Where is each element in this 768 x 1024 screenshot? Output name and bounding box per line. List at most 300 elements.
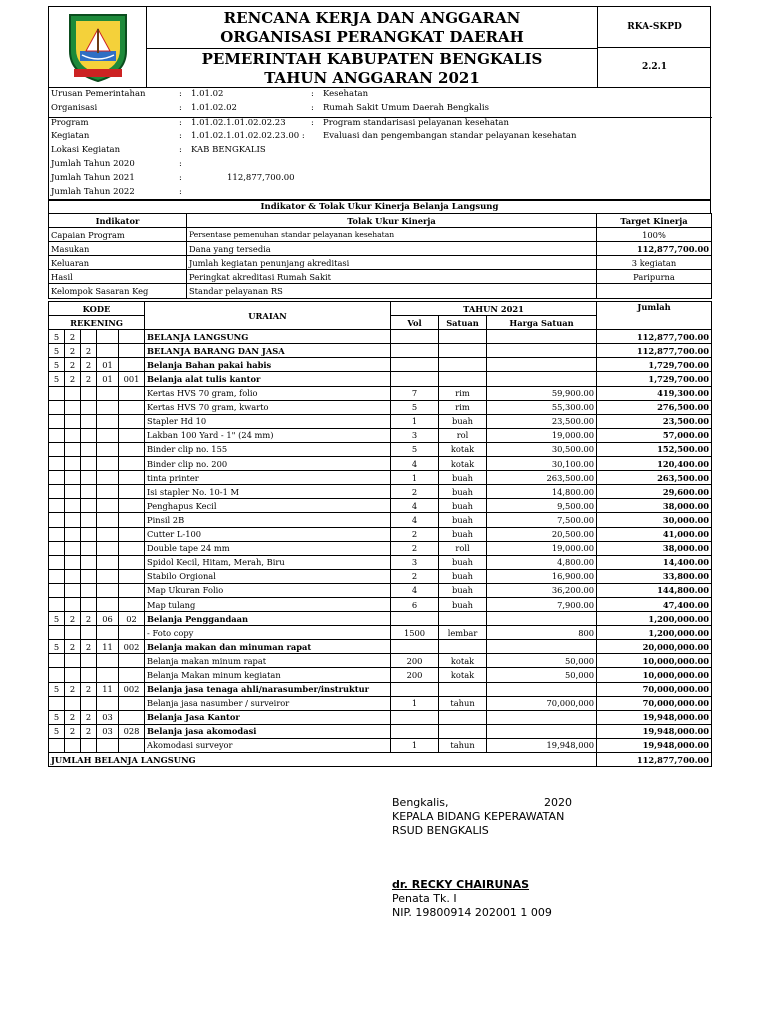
satuan-cell: buah bbox=[439, 583, 487, 597]
jumlah-cell: 33,800.00 bbox=[597, 569, 712, 583]
info-row: Jumlah Tahun 2021 : 112,877,700.00 bbox=[51, 173, 295, 183]
kode-cell bbox=[49, 442, 65, 456]
table-row bbox=[49, 555, 712, 569]
kode-cell bbox=[81, 499, 97, 513]
kode-cell: 002 bbox=[119, 640, 145, 654]
jumlah-cell: 419,300.00 bbox=[597, 386, 712, 400]
kode-cell bbox=[119, 569, 145, 583]
kode-cell bbox=[49, 738, 65, 752]
vol-cell bbox=[391, 640, 439, 654]
kode-cell bbox=[49, 471, 65, 485]
satuan-cell: rim bbox=[439, 386, 487, 400]
table-header-row bbox=[49, 302, 712, 316]
kode-cell: 2 bbox=[65, 640, 81, 654]
satuan-cell: rol bbox=[439, 428, 487, 442]
uraian-cell: Kertas HVS 70 gram, kwarto bbox=[145, 400, 391, 414]
kode-cell: 5 bbox=[49, 640, 65, 654]
header-title-line2: ORGANISASI PERANGKAT DAERAH bbox=[220, 28, 524, 46]
kode-cell bbox=[119, 414, 145, 428]
kode-cell bbox=[119, 358, 145, 372]
kode-cell bbox=[65, 442, 81, 456]
signature-year: 2020 bbox=[544, 796, 572, 809]
signature-name: dr. RECKY CHAIRUNAS bbox=[392, 878, 530, 891]
info-row: Kegiatan : 1.01.02.1.01.02.02.23.00 : Evaluasi dan pengembangan standar pelayanan kesehatan bbox=[51, 131, 577, 141]
jumlah-cell: 152,500.00 bbox=[597, 442, 712, 456]
kode-cell bbox=[65, 583, 81, 597]
kode-cell bbox=[119, 400, 145, 414]
signature-org: RSUD BENGKALIS bbox=[392, 824, 489, 837]
jumlah-cell: 276,500.00 bbox=[597, 400, 712, 414]
satuan-cell bbox=[439, 372, 487, 386]
kinerja-header-row bbox=[49, 214, 712, 228]
jumlah-cell: 19,948,000.00 bbox=[597, 710, 712, 724]
harga-cell bbox=[487, 344, 597, 358]
kode-cell bbox=[65, 499, 81, 513]
kode-cell: 2 bbox=[81, 710, 97, 724]
kode-cell bbox=[97, 344, 119, 358]
uraian-cell: Lakban 100 Yard - 1" (24 mm) bbox=[145, 428, 391, 442]
kode-cell bbox=[119, 485, 145, 499]
satuan-cell: buah bbox=[439, 499, 487, 513]
kode-cell bbox=[65, 414, 81, 428]
satuan-cell bbox=[439, 724, 487, 738]
vol-cell: 200 bbox=[391, 654, 439, 668]
kode-cell: 2 bbox=[81, 344, 97, 358]
kode-cell bbox=[81, 569, 97, 583]
vol-cell: 4 bbox=[391, 499, 439, 513]
kode-cell bbox=[119, 738, 145, 752]
kinerja-row: Masukan Dana yang tersedia 112,877,700.00 bbox=[49, 242, 712, 256]
kode-cell bbox=[65, 738, 81, 752]
harga-cell bbox=[487, 612, 597, 626]
harga-cell: 20,500.00 bbox=[487, 527, 597, 541]
kode-cell bbox=[49, 386, 65, 400]
vol-cell bbox=[391, 710, 439, 724]
uraian-cell: Belanja Penggandaan bbox=[145, 612, 391, 626]
jumlah-cell: 20,000,000.00 bbox=[597, 640, 712, 654]
jumlah-cell: 14,400.00 bbox=[597, 555, 712, 569]
table-row bbox=[49, 457, 712, 471]
uraian-cell: - Foto copy bbox=[145, 626, 391, 640]
kode-cell bbox=[97, 428, 119, 442]
kode-cell bbox=[65, 569, 81, 583]
uraian-cell: Spidol Kecil, Hitam, Merah, Biru bbox=[145, 555, 391, 569]
kode-cell bbox=[97, 457, 119, 471]
kode-cell: 5 bbox=[49, 612, 65, 626]
table-row bbox=[49, 654, 712, 668]
kode-cell bbox=[97, 654, 119, 668]
table-row bbox=[49, 513, 712, 527]
kode-cell bbox=[119, 527, 145, 541]
kode-cell bbox=[97, 414, 119, 428]
harga-cell: 30,100.00 bbox=[487, 457, 597, 471]
kode-cell bbox=[65, 513, 81, 527]
kode-cell: 01 bbox=[97, 358, 119, 372]
uraian-cell: Belanja makan dan minuman rapat bbox=[145, 640, 391, 654]
vol-cell: 4 bbox=[391, 457, 439, 471]
vol-cell: 1 bbox=[391, 738, 439, 752]
kode-cell: 5 bbox=[49, 358, 65, 372]
harga-cell bbox=[487, 724, 597, 738]
harga-cell: 7,900.00 bbox=[487, 597, 597, 611]
kode-cell: 03 bbox=[97, 724, 119, 738]
jumlah-cell: 29,600.00 bbox=[597, 485, 712, 499]
kode-cell: 01 bbox=[97, 372, 119, 386]
info-row: Urusan Pemerintahan : 1.01.02 : Kesehatan bbox=[51, 89, 369, 99]
uraian-cell: Belanja jasa nasumber / surveiror bbox=[145, 696, 391, 710]
kode-cell bbox=[49, 668, 65, 682]
vol-cell: 5 bbox=[391, 442, 439, 456]
satuan-cell: kotak bbox=[439, 457, 487, 471]
jumlah-cell: 120,400.00 bbox=[597, 457, 712, 471]
info-row: Jumlah Tahun 2020 : bbox=[51, 159, 182, 169]
col-indikator: Indikator bbox=[49, 214, 187, 228]
vol-cell bbox=[391, 724, 439, 738]
satuan-cell: rim bbox=[439, 400, 487, 414]
satuan-cell: tahun bbox=[439, 696, 487, 710]
vol-cell: 4 bbox=[391, 583, 439, 597]
harga-cell: 36,200.00 bbox=[487, 583, 597, 597]
table-row bbox=[49, 527, 712, 541]
uraian-cell: Stabilo Orgional bbox=[145, 569, 391, 583]
satuan-cell: kotak bbox=[439, 654, 487, 668]
table-row bbox=[49, 626, 712, 640]
col-vol: Vol bbox=[391, 316, 439, 330]
table-row bbox=[49, 358, 712, 372]
uraian-cell: Pinsil 2B bbox=[145, 513, 391, 527]
kode-cell bbox=[81, 626, 97, 640]
kode-cell bbox=[49, 499, 65, 513]
jumlah-cell: 1,200,000.00 bbox=[597, 612, 712, 626]
document-header bbox=[48, 6, 711, 88]
kinerja-row: Hasil Peringkat akreditasi Rumah Sakit Paripurna bbox=[49, 270, 712, 284]
kode-cell: 2 bbox=[65, 612, 81, 626]
vol-cell bbox=[391, 330, 439, 344]
kode-cell bbox=[119, 710, 145, 724]
vol-cell: 7 bbox=[391, 386, 439, 400]
satuan-cell bbox=[439, 612, 487, 626]
kode-cell bbox=[119, 696, 145, 710]
kode-cell bbox=[65, 400, 81, 414]
table-row bbox=[49, 400, 712, 414]
jumlah-cell: 112,877,700.00 bbox=[597, 344, 712, 358]
table-row bbox=[49, 485, 712, 499]
kode-cell bbox=[81, 668, 97, 682]
form-number: 2.2.1 bbox=[597, 48, 711, 87]
uraian-cell: Map tulang bbox=[145, 597, 391, 611]
satuan-cell: buah bbox=[439, 597, 487, 611]
kode-cell bbox=[49, 654, 65, 668]
table-row bbox=[49, 696, 712, 710]
kode-cell bbox=[81, 583, 97, 597]
harga-cell: 263,500.00 bbox=[487, 471, 597, 485]
kode-cell bbox=[97, 513, 119, 527]
kode-cell bbox=[119, 626, 145, 640]
signature-role: KEPALA BIDANG KEPERAWATAN bbox=[392, 810, 565, 823]
uraian-cell: Belanja Jasa Kantor bbox=[145, 710, 391, 724]
harga-cell: 800 bbox=[487, 626, 597, 640]
kode-cell bbox=[81, 386, 97, 400]
program-info bbox=[48, 88, 711, 200]
kode-cell: 2 bbox=[65, 710, 81, 724]
kode-cell: 2 bbox=[81, 724, 97, 738]
kode-cell: 11 bbox=[97, 682, 119, 696]
kode-cell bbox=[81, 485, 97, 499]
table-row bbox=[49, 612, 712, 626]
table-row bbox=[49, 640, 712, 654]
uraian-cell: Double tape 24 mm bbox=[145, 541, 391, 555]
jumlah-cell: 144,800.00 bbox=[597, 583, 712, 597]
kode-cell bbox=[119, 668, 145, 682]
kode-cell: 5 bbox=[49, 330, 65, 344]
kode-cell bbox=[81, 555, 97, 569]
uraian-cell: Penghapus Kecil bbox=[145, 499, 391, 513]
col-tahun: TAHUN 2021 bbox=[391, 302, 597, 316]
kode-cell bbox=[119, 386, 145, 400]
col-rekening: REKENING bbox=[49, 316, 145, 330]
vol-cell: 3 bbox=[391, 428, 439, 442]
kode-cell bbox=[65, 654, 81, 668]
signature-rank: Penata Tk. I bbox=[392, 892, 457, 905]
kode-cell bbox=[97, 541, 119, 555]
kode-cell bbox=[119, 457, 145, 471]
uraian-cell: Cutter L-100 bbox=[145, 527, 391, 541]
kode-cell bbox=[49, 626, 65, 640]
satuan-cell: buah bbox=[439, 513, 487, 527]
satuan-cell: buah bbox=[439, 414, 487, 428]
table-row bbox=[49, 569, 712, 583]
vol-cell: 1 bbox=[391, 471, 439, 485]
kode-cell bbox=[65, 696, 81, 710]
uraian-cell: BELANJA LANGSUNG bbox=[145, 330, 391, 344]
harga-cell: 70,000,000 bbox=[487, 696, 597, 710]
kode-cell bbox=[65, 428, 81, 442]
kode-cell: 2 bbox=[65, 358, 81, 372]
kode-cell: 001 bbox=[119, 372, 145, 386]
harga-cell: 19,000.00 bbox=[487, 428, 597, 442]
kode-cell bbox=[49, 513, 65, 527]
satuan-cell: lembar bbox=[439, 626, 487, 640]
info-row: Lokasi Kegiatan : KAB BENGKALIS bbox=[51, 145, 266, 155]
kode-cell bbox=[119, 471, 145, 485]
vol-cell bbox=[391, 612, 439, 626]
kode-cell: 5 bbox=[49, 344, 65, 358]
table-row bbox=[49, 428, 712, 442]
kode-cell: 06 bbox=[97, 612, 119, 626]
vol-cell: 5 bbox=[391, 400, 439, 414]
harga-cell bbox=[487, 358, 597, 372]
table-row bbox=[49, 414, 712, 428]
uraian-cell: Belanja Makan minum kegiatan bbox=[145, 668, 391, 682]
harga-cell: 19,000.00 bbox=[487, 541, 597, 555]
harga-cell: 30,500.00 bbox=[487, 442, 597, 456]
kode-cell: 02 bbox=[119, 612, 145, 626]
jumlah-cell: 1,729,700.00 bbox=[597, 358, 712, 372]
kode-cell bbox=[119, 499, 145, 513]
col-target: Target Kinerja bbox=[597, 214, 712, 228]
kinerja-table bbox=[48, 213, 712, 299]
vol-cell: 2 bbox=[391, 527, 439, 541]
kode-cell bbox=[65, 597, 81, 611]
kode-cell bbox=[97, 499, 119, 513]
satuan-cell bbox=[439, 330, 487, 344]
kode-cell bbox=[97, 696, 119, 710]
kode-cell bbox=[65, 457, 81, 471]
kode-cell: 2 bbox=[81, 612, 97, 626]
satuan-cell: buah bbox=[439, 471, 487, 485]
harga-cell: 55,300.00 bbox=[487, 400, 597, 414]
jumlah-cell: 10,000,000.00 bbox=[597, 668, 712, 682]
kode-cell bbox=[97, 485, 119, 499]
kode-cell bbox=[81, 330, 97, 344]
harga-cell: 23,500.00 bbox=[487, 414, 597, 428]
kode-cell bbox=[65, 527, 81, 541]
jumlah-cell: 19,948,000.00 bbox=[597, 724, 712, 738]
kode-cell bbox=[65, 386, 81, 400]
table-row bbox=[49, 724, 712, 738]
table-row bbox=[49, 330, 712, 344]
uraian-cell: BELANJA BARANG DAN JASA bbox=[145, 344, 391, 358]
harga-cell: 16,900.00 bbox=[487, 569, 597, 583]
kode-cell: 11 bbox=[97, 640, 119, 654]
kode-cell bbox=[81, 654, 97, 668]
kode-cell bbox=[81, 513, 97, 527]
kinerja-row: Keluaran Jumlah kegiatan penunjang akreditasi 3 kegiatan bbox=[49, 256, 712, 270]
kode-cell bbox=[97, 738, 119, 752]
form-code: RKA-SKPD bbox=[597, 7, 711, 48]
table-row bbox=[49, 372, 712, 386]
satuan-cell bbox=[439, 682, 487, 696]
kode-cell bbox=[81, 442, 97, 456]
kode-cell bbox=[81, 457, 97, 471]
kode-cell bbox=[49, 555, 65, 569]
kode-cell bbox=[97, 626, 119, 640]
kode-cell bbox=[81, 738, 97, 752]
info-row: Jumlah Tahun 2022 : bbox=[51, 187, 182, 197]
satuan-cell: buah bbox=[439, 485, 487, 499]
kode-cell bbox=[119, 654, 145, 668]
total-row bbox=[49, 753, 712, 767]
jumlah-cell: 1,729,700.00 bbox=[597, 372, 712, 386]
uraian-cell: Belanja jasa akomodasi bbox=[145, 724, 391, 738]
table-row bbox=[49, 597, 712, 611]
uraian-cell: Akomodasi surveyor bbox=[145, 738, 391, 752]
kode-cell bbox=[65, 471, 81, 485]
kode-cell: 2 bbox=[81, 372, 97, 386]
table-row bbox=[49, 386, 712, 400]
uraian-cell: Stapler Hd 10 bbox=[145, 414, 391, 428]
satuan-cell bbox=[439, 640, 487, 654]
harga-cell: 7,500.00 bbox=[487, 513, 597, 527]
vol-cell: 6 bbox=[391, 597, 439, 611]
signature-place: Bengkalis, 2020 bbox=[392, 796, 572, 809]
kode-cell: 5 bbox=[49, 682, 65, 696]
harga-cell bbox=[487, 640, 597, 654]
satuan-cell: buah bbox=[439, 569, 487, 583]
regency-logo bbox=[49, 7, 147, 87]
kode-cell: 5 bbox=[49, 724, 65, 738]
table-row bbox=[49, 499, 712, 513]
satuan-cell: buah bbox=[439, 555, 487, 569]
harga-cell bbox=[487, 330, 597, 344]
jumlah-cell: 10,000,000.00 bbox=[597, 654, 712, 668]
kode-cell bbox=[49, 696, 65, 710]
kode-cell bbox=[119, 330, 145, 344]
kode-cell bbox=[49, 569, 65, 583]
satuan-cell: kotak bbox=[439, 442, 487, 456]
table-row bbox=[49, 541, 712, 555]
kode-cell bbox=[119, 583, 145, 597]
uraian-cell: Kertas HVS 70 gram, folio bbox=[145, 386, 391, 400]
kinerja-row: Capaian Program Persentase pemenuhan standar pelayanan kesehatan 100% bbox=[49, 228, 712, 242]
kode-cell bbox=[119, 555, 145, 569]
kode-cell bbox=[49, 414, 65, 428]
uraian-cell: Belanja alat tulis kantor bbox=[145, 372, 391, 386]
kode-cell bbox=[119, 541, 145, 555]
kode-cell: 5 bbox=[49, 710, 65, 724]
harga-cell bbox=[487, 710, 597, 724]
vol-cell bbox=[391, 372, 439, 386]
table-row bbox=[49, 710, 712, 724]
kode-cell bbox=[97, 668, 119, 682]
kode-cell: 028 bbox=[119, 724, 145, 738]
bengkalis-emblem-icon bbox=[66, 11, 130, 83]
kode-cell bbox=[65, 485, 81, 499]
kode-cell bbox=[119, 428, 145, 442]
kode-cell bbox=[97, 400, 119, 414]
uraian-cell: Belanja Bahan pakai habis bbox=[145, 358, 391, 372]
budget-table bbox=[48, 301, 712, 767]
total-value: 112,877,700.00 bbox=[597, 753, 712, 767]
kode-cell: 2 bbox=[81, 358, 97, 372]
vol-cell: 1 bbox=[391, 696, 439, 710]
jumlah-cell: 263,500.00 bbox=[597, 471, 712, 485]
harga-cell: 50,000 bbox=[487, 654, 597, 668]
jumlah-cell: 23,500.00 bbox=[597, 414, 712, 428]
jumlah-cell: 112,877,700.00 bbox=[597, 330, 712, 344]
jumlah-cell: 19,948,000.00 bbox=[597, 738, 712, 752]
harga-cell bbox=[487, 372, 597, 386]
kode-cell: 5 bbox=[49, 372, 65, 386]
vol-cell: 2 bbox=[391, 485, 439, 499]
vol-cell: 1 bbox=[391, 414, 439, 428]
kode-cell bbox=[49, 457, 65, 471]
kode-cell bbox=[97, 569, 119, 583]
vol-cell: 200 bbox=[391, 668, 439, 682]
kode-cell bbox=[119, 513, 145, 527]
kode-cell bbox=[81, 541, 97, 555]
kode-cell bbox=[65, 541, 81, 555]
kode-cell bbox=[97, 527, 119, 541]
harga-cell bbox=[487, 682, 597, 696]
kode-cell bbox=[97, 555, 119, 569]
kode-cell: 2 bbox=[65, 372, 81, 386]
kode-cell bbox=[81, 527, 97, 541]
kode-cell bbox=[97, 583, 119, 597]
kode-cell bbox=[49, 597, 65, 611]
header-title-line1: RENCANA KERJA DAN ANGGARAN bbox=[223, 9, 521, 27]
signature-nip: NIP. 19800914 202001 1 009 bbox=[392, 906, 552, 919]
vol-cell: 1500 bbox=[391, 626, 439, 640]
satuan-cell: buah bbox=[439, 527, 487, 541]
vol-cell bbox=[391, 344, 439, 358]
uraian-cell: tinta printer bbox=[145, 471, 391, 485]
jumlah-cell: 38,000.00 bbox=[597, 541, 712, 555]
satuan-cell bbox=[439, 344, 487, 358]
col-jumlah: Jumlah bbox=[597, 302, 712, 330]
harga-cell: 19,948,000 bbox=[487, 738, 597, 752]
col-uraian: URAIAN bbox=[145, 302, 391, 330]
